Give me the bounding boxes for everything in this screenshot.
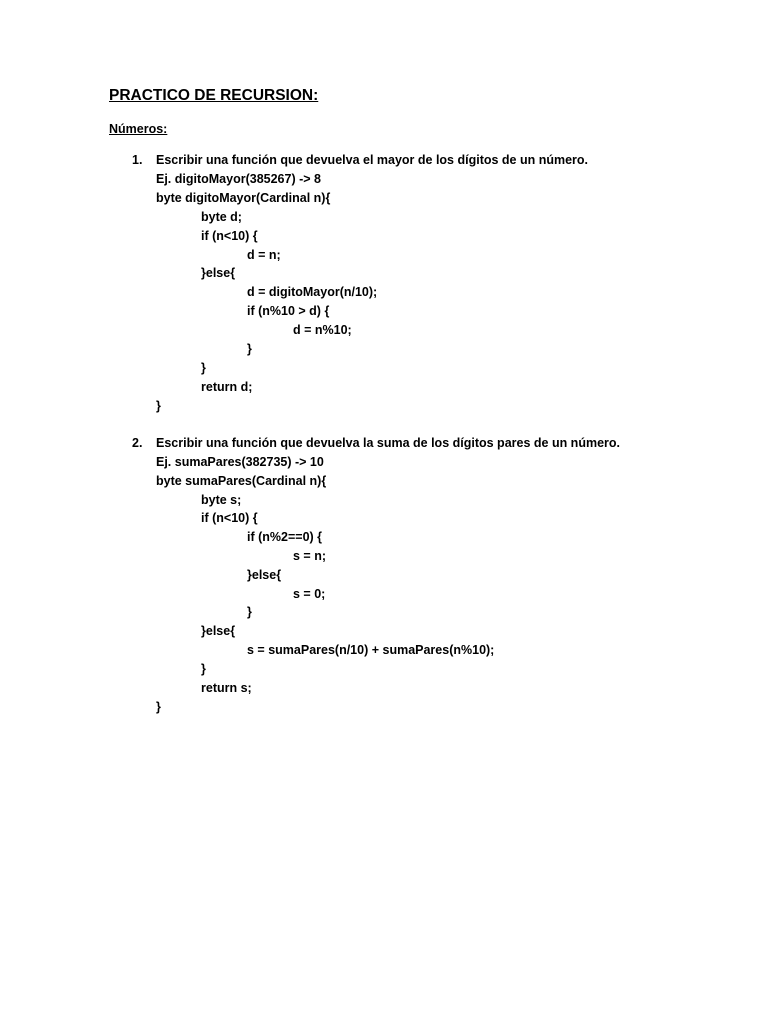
exercise-1-code-line: d = n; — [247, 248, 281, 262]
exercise-2-code-line: return s; — [201, 681, 252, 695]
section-title: Números: — [109, 122, 168, 136]
exercise-1-code-line: } — [247, 342, 252, 356]
exercise-1-code-line: if (n<10) { — [201, 229, 258, 243]
exercise-1-code-line: d = n%10; — [293, 323, 352, 337]
exercise-2-code-line: s = sumaPares(n/10) + sumaPares(n%10); — [247, 643, 495, 657]
exercise-2-code-line: s = 0; — [293, 587, 326, 601]
exercise-2-code-line: }else{ — [247, 568, 282, 582]
exercise-2-number: 2. — [132, 436, 143, 450]
exercise-2-code-line: byte s; — [201, 493, 242, 507]
exercise-2-statement: Escribir una función que devuelva la suma de los dígitos pares de un número. — [156, 436, 620, 450]
exercise-1-code-line: if (n%10 > d) { — [247, 304, 330, 318]
exercise-1-code-line: } — [156, 399, 161, 413]
exercise-2-code-line: if (n%2==0) { — [247, 530, 323, 544]
exercise-1-code-line: }else{ — [201, 266, 236, 280]
exercise-1-code-line: Ej. digitoMayor(385267) -> 8 — [156, 172, 321, 186]
exercise-1-code-line: d = digitoMayor(n/10); — [247, 285, 378, 299]
exercise-1-number: 1. — [132, 153, 143, 167]
exercise-2-code-line: Ej. sumaPares(382735) -> 10 — [156, 455, 324, 469]
exercise-2-code-line: }else{ — [201, 624, 236, 638]
exercise-1-code-line: } — [201, 361, 206, 375]
document-title: PRACTICO DE RECURSION: — [109, 87, 319, 104]
exercise-2-code-line: } — [201, 662, 206, 676]
exercise-1-code-line: byte d; — [201, 210, 242, 224]
exercise-2-code-line: if (n<10) { — [201, 511, 258, 525]
exercise-2-code-line: s = n; — [293, 549, 326, 563]
exercise-1-statement: Escribir una función que devuelva el mayor de los dígitos de un número. — [156, 153, 589, 167]
exercise-2-code-line: byte sumaPares(Cardinal n){ — [156, 474, 327, 488]
exercise-2-code-line: } — [156, 700, 161, 714]
exercise-1-code-line: byte digitoMayor(Cardinal n){ — [156, 191, 331, 205]
exercise-1-code-line: return d; — [201, 380, 253, 394]
exercise-2-code-line: } — [247, 605, 252, 619]
